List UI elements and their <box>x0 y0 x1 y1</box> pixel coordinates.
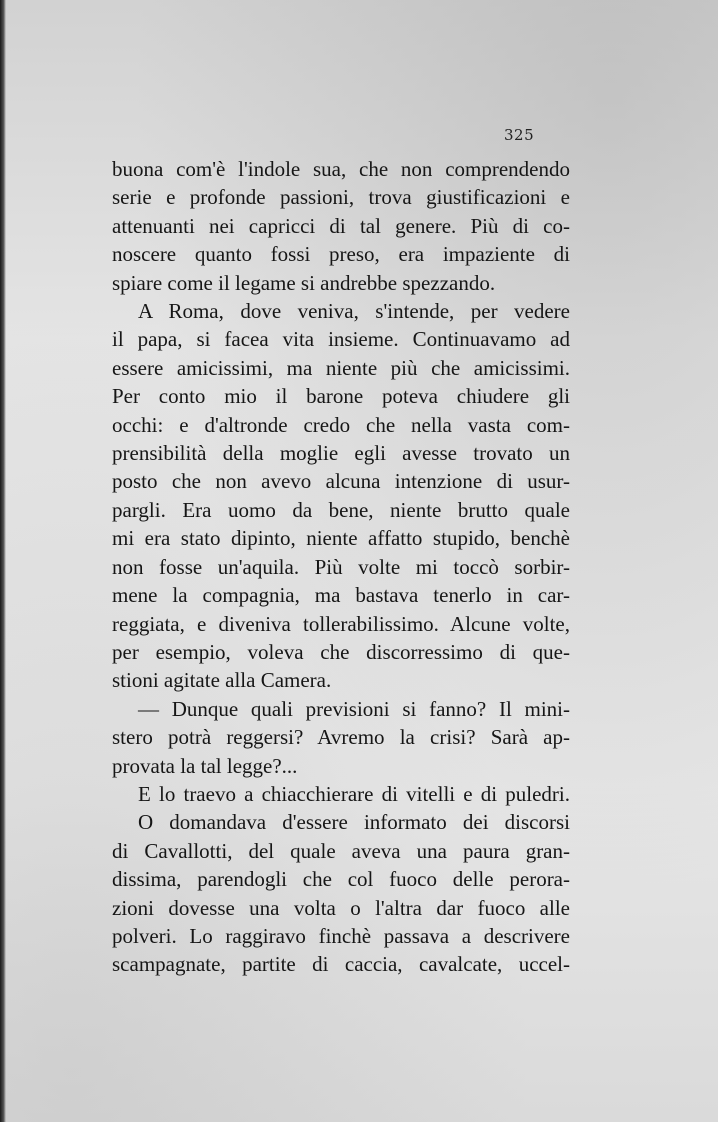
text-line: non fosse un'aquila. Più volte mi toccò sorbir- <box>112 554 570 579</box>
text-line: spiare come il legame si andrebbe spezzando. <box>112 270 496 295</box>
text-line: scampagnate, partite di caccia, cavalcate, uccel- <box>112 952 570 977</box>
text-line: Per conto mio il barone poteva chiudere gli <box>112 384 570 409</box>
text-line: buona com'è l'indole sua, che non comprendendo <box>112 157 570 181</box>
text-line: E lo traevo a chiacchierare di vitelli e di puledri. <box>138 781 570 806</box>
text-line: per esempio, voleva che discorressimo di que- <box>112 639 570 664</box>
text-line: di Cavallotti, del quale aveva una paura gran- <box>112 838 570 863</box>
text-line: stioni agitate alla Camera. <box>112 668 332 693</box>
text-line: il papa, si facea vita insieme. Continuavamo ad <box>112 327 570 352</box>
page-number: 325 <box>504 126 535 144</box>
text-line: zioni dovesse una volta o l'altra dar fuoco alle <box>112 895 570 920</box>
text-line: — Dunque quali previsioni si fanno? Il mini- <box>138 696 570 721</box>
text-line: stero potrà reggersi? Avremo la crisi? Sarà ap- <box>112 725 570 750</box>
text-line: occhi: e d'altronde credo che nella vasta com- <box>112 412 570 437</box>
text-line: reggiata, e diveniva tollerabilissimo. Alcune volte, <box>112 611 570 636</box>
text-line: O domandava d'essere informato dei discorsi <box>138 810 570 835</box>
text-line: mi era stato dipinto, niente affatto stupido, benchè <box>112 526 570 551</box>
text-line: prensibilità della moglie egli avesse trovato un <box>112 441 570 466</box>
text-line: noscere quanto fossi preso, era impaziente di <box>112 242 570 267</box>
text-line: essere amicissimi, ma niente più che amicissimi. <box>112 355 570 380</box>
text-line: mene la compagnia, ma bastava tenerlo in car- <box>112 583 570 608</box>
text-line: attenuanti nei capricci di tal genere. Più di co- <box>112 213 570 238</box>
text-line: pargli. Era uomo da bene, niente brutto quale <box>112 497 570 522</box>
text-line: polveri. Lo raggiravo finchè passava a descrivere <box>112 923 570 948</box>
text-line: A Roma, dove veniva, s'intende, per vedere <box>138 299 570 324</box>
text-line: provata la tal legge?... <box>112 753 298 778</box>
text-line: posto che non avevo alcuna intenzione di usur- <box>112 469 570 494</box>
text-line: serie e profonde passioni, trova giustificazioni e <box>112 185 570 210</box>
text-line: dissima, parendogli che col fuoco delle perora- <box>112 867 570 892</box>
page-binding-edge <box>0 0 6 1122</box>
body-text <box>112 155 570 979</box>
